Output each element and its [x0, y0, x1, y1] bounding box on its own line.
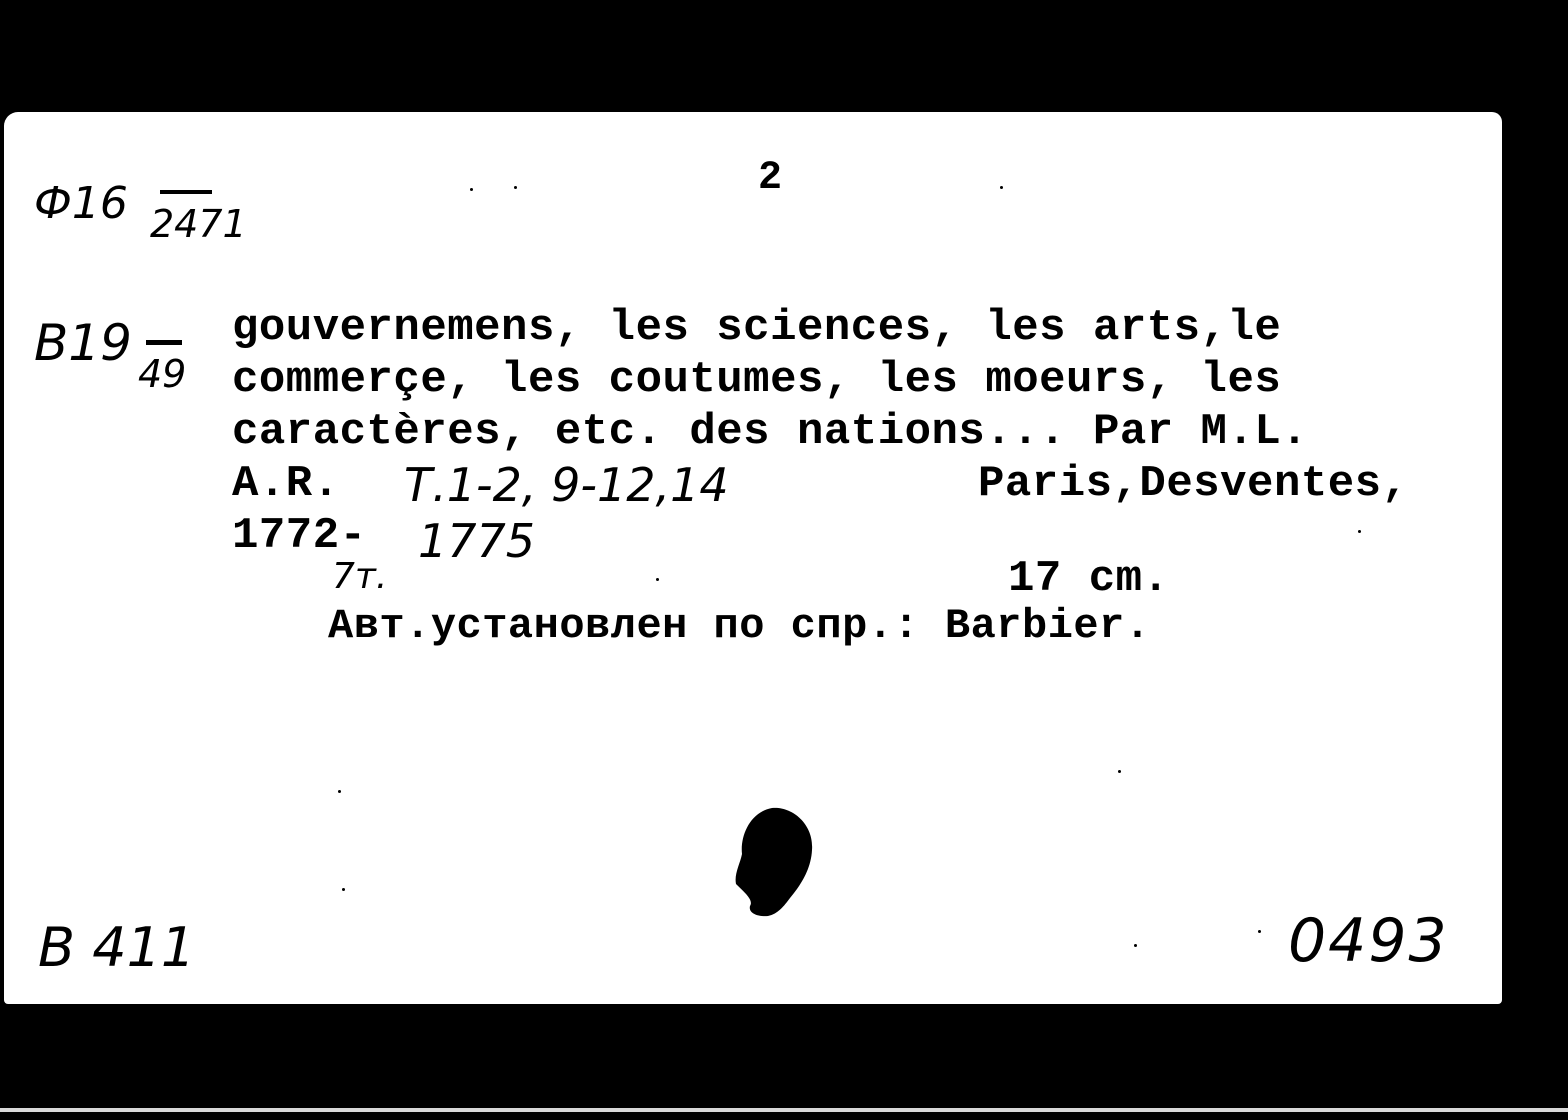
- shelfmark-top: Ф16: [34, 178, 128, 229]
- body-line-2: commerçe, les coutumes, les moeurs, les: [232, 355, 1282, 405]
- body-line-4-author: A.R.: [232, 459, 340, 509]
- bottom-right-code: 0493: [1288, 906, 1449, 976]
- speck: [342, 888, 345, 891]
- shelfmark-fraction: 2471: [150, 202, 247, 246]
- body-line-4-imprint: Paris,Desventes,: [978, 459, 1409, 509]
- handwritten-years: 1775: [418, 514, 536, 568]
- speck: [1258, 930, 1261, 933]
- body-line-1: gouvernemens, les sciences, les arts,le: [232, 303, 1282, 353]
- body-line-3: caractères, etc. des nations... Par M.L.: [232, 407, 1309, 457]
- speck: [656, 578, 659, 581]
- scan-edge: [0, 1108, 1568, 1112]
- speck: [1134, 944, 1137, 947]
- bottom-left-code: B 411: [38, 916, 196, 979]
- body-line-5-date: 1772-: [232, 511, 367, 561]
- call-number-fraction-bar: [146, 340, 182, 345]
- call-number-fraction: 49: [138, 352, 187, 396]
- handwritten-volumes: Т.1-2, 9-12,14: [404, 458, 729, 512]
- shelfmark-fraction-bar: [160, 190, 212, 194]
- speck: [1098, 14, 1101, 17]
- speck: [1000, 186, 1003, 189]
- attribution-note: Авт.установлен по спр.: Barbier.: [328, 602, 1151, 650]
- call-number: B19: [34, 314, 132, 372]
- speck: [338, 790, 341, 793]
- speck: [514, 186, 517, 189]
- punch-hole: [734, 806, 818, 922]
- page-number: 2: [758, 156, 783, 201]
- handwritten-volume-count: 7т.: [332, 556, 388, 597]
- speck: [1358, 530, 1361, 533]
- size-statement: 17 cm.: [1008, 554, 1170, 604]
- speck: [1118, 770, 1121, 773]
- speck: [470, 188, 473, 191]
